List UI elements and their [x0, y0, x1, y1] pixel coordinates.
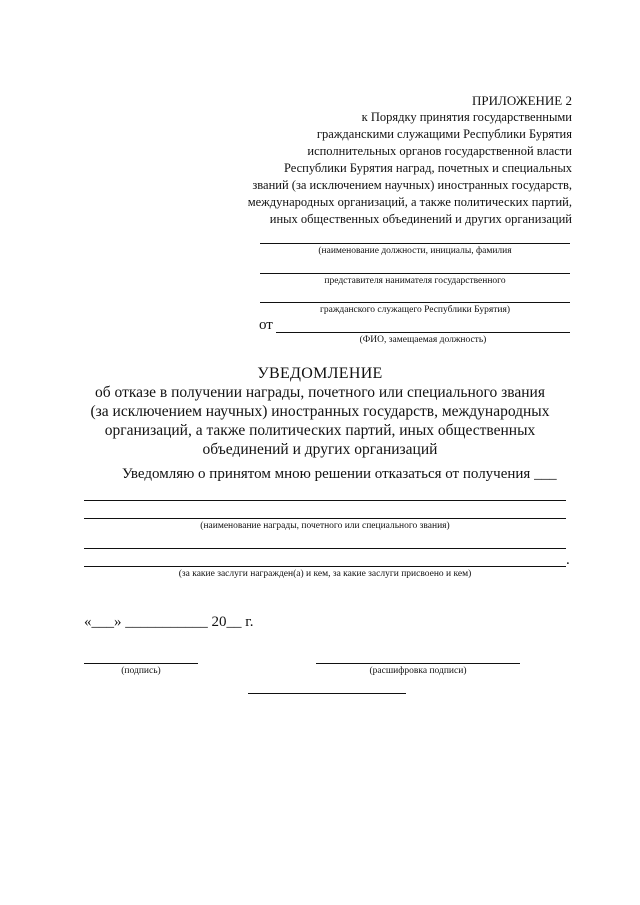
addressee-blank-line[interactable]: [260, 273, 570, 274]
award-blank-line[interactable]: [84, 500, 566, 501]
end-period: .: [566, 552, 570, 568]
annex-line: к Порядку принятия государственными: [361, 110, 572, 124]
addressee-caption: представителя нанимателя государственного: [324, 276, 506, 286]
from-label: от: [259, 317, 273, 333]
award-caption: (наименование награды, почетного или специального звания): [200, 521, 450, 531]
signature-caption: (подпись): [121, 666, 161, 676]
addressee-blank-line[interactable]: [260, 302, 570, 303]
merits-caption: (за какие заслуги награжден(а) и кем, за какие заслуги присвоено и кем): [178, 569, 472, 579]
annex-header: [248, 92, 572, 228]
notice-subtitle-line: объединений и других организаций: [202, 441, 438, 458]
bottom-blank-line[interactable]: [248, 693, 406, 694]
signature-decode-caption: (расшифровка подписи): [369, 666, 467, 676]
notice-statement: Уведомляю о принятом мною решении отказаться от получения ___: [122, 466, 557, 482]
addressee-blank-line[interactable]: [260, 243, 570, 244]
annex-line: иных общественных объединений и других организаций: [269, 212, 572, 226]
date-line[interactable]: «___» ___________ 20__ г.: [84, 614, 254, 630]
notice-subtitle-line: организаций, а также политических партий, иных общественных: [104, 422, 536, 439]
annex-line: гражданскими служащими Республики Бурятия: [316, 127, 572, 141]
annex-line: Республики Бурятия наград, почетных и специальных: [283, 161, 572, 175]
notice-subtitle-line: об отказе в получении награды, почетного или специального звания: [95, 384, 545, 401]
signature-blank-line[interactable]: [84, 663, 198, 664]
notice-subtitle-line: (за исключением научных) иностранных государств, международных: [90, 403, 550, 420]
notice-heading: УВЕДОМЛЕНИЕ: [257, 365, 383, 382]
addressee-caption: гражданского служащего Республики Бурятия): [319, 305, 510, 315]
annex-title: ПРИЛОЖЕНИЕ 2: [472, 93, 572, 108]
merits-blank-line[interactable]: [84, 566, 566, 567]
merits-blank-line[interactable]: [84, 548, 566, 549]
annex-line: международных организаций, а также политических партий,: [247, 195, 572, 209]
signature-decode-blank-line[interactable]: [316, 663, 520, 664]
sender-blank-line[interactable]: [276, 332, 570, 333]
addressee-caption: (наименование должности, инициалы, фамилия: [318, 246, 512, 256]
annex-line: исполнительных органов государственной власти: [307, 144, 572, 158]
sender-caption: (ФИО, замещаемая должность): [359, 335, 487, 345]
award-blank-line[interactable]: [84, 518, 566, 519]
annex-line: званий (за исключением научных) иностранных государств,: [252, 178, 572, 192]
notice-title-block: [60, 364, 580, 459]
